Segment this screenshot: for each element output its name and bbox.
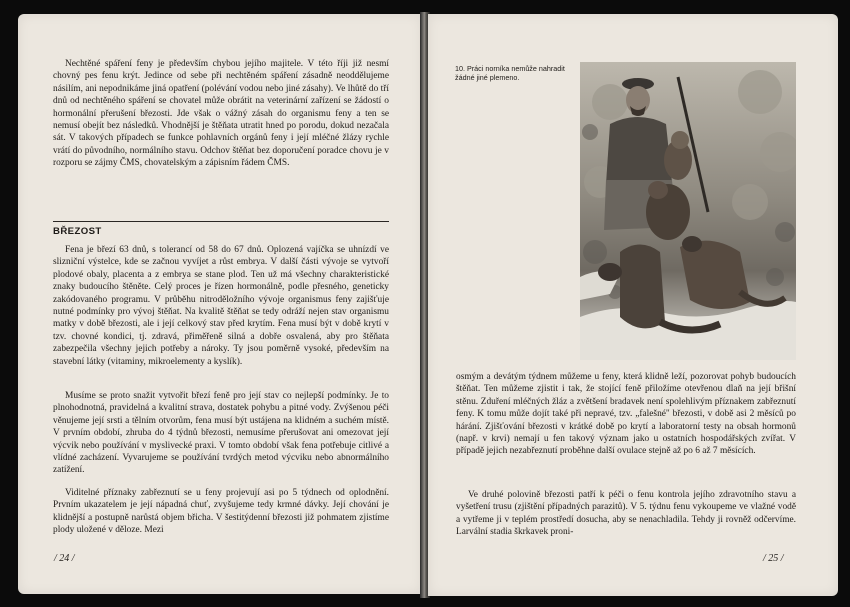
hunting-photo xyxy=(580,62,796,360)
left-paragraph-3: Musíme se proto snažit vytvořit březí feně pro její stav co nejlepší podmínky. Je to plnohodnotná, pravidelná a kvalitní strava, dostatek pohybu a pitné vody. Zvýšenou péči věnujeme její srsti a tělním otvorům, fena musí být ustájena na klidném a suchém místě. V prvním období, zhruba do 4 týdnů březosti, nemusíme přerušovat ani omezovat její výcvik nebo používání v myslivecké praxi. V tomto období však fena potřebuje citlivé a vlídné zacházení. Vyvarujeme se používání tvrdých metod výcviku nebo abnormálního zatížení. xyxy=(53,391,389,476)
left-paragraph-4: Viditelné příznaky zabřeznutí se u feny projevují asi po 5 týdnech od oplodnění. Prvním ukazatelem je její nápadná chuť, zvyšujeme tedy krmné dávky. Její chování je klidnější a postupně narůstá objem břicha. V šestitýdenní březosti již pohmatem zjistíme plody uložené v děloze. Mezi xyxy=(53,488,389,536)
figure-caption: 10. Práci norníka nemůže nahradit žádné jiné plemeno. xyxy=(455,64,565,83)
right-paragraph-1: osmým a devátým týdnem můžeme u feny, která klidně leží, pozorovat pohyb budoucích štěňat. Ten můžeme zjistit i tak, že stojící feně přiložíme otevřenou dlaň na její břišní stěnu. Zduření mléčných žláz a zvětšení bradavek není spolehlivým příznakem zabřeznutí feny. K tomu může dojít také při nepravé, tzv. „falešné" březosti, v době asi 2 měsíců po hárání. Zjišťování březosti v krátké době po krytí a laboratorní testy na obsah hormonů (např. v krvi) nemají u fen takový význam jako u ostatních hospodářských zvířat. V případě jejich nezabřeznutí proběhne další ovulace stejně až po 6 až 7 měsících. xyxy=(456,372,796,457)
section-divider xyxy=(53,221,389,222)
right-page-number: / 25 / xyxy=(763,553,784,564)
right-paragraph-2: Ve druhé polovině březosti patří k péči o fenu kontrola jejího zdravotního stavu a vyšetření trusu (zjištění případných parazitů). V 5. týdnu fenu vykoupeme ve vlažné vodě a vytřeme ji v teplém prostředí dosucha, aby se nenachladila. Tehdy ji rovněž odčervíme. Larvální stadia škrkavek proni- xyxy=(456,490,796,538)
section-heading: BŘEZOST xyxy=(53,226,102,237)
hunter-with-dogs-image xyxy=(580,62,796,360)
left-paragraph-1: Nechtěné spáření feny je především chybou jejího majitele. V této říji již nesmí chovný pes fenu krýt. Jedince od sebe při nechtěném spáření zásadně neoddělujeme násilím, ani nepodnikáme jiná opatření (polévání vodou nebo jiné zásahy). Ve lhůtě do tří dnů od nechtěného spáření se chovatel může obrátit na veterinární zařízení se žádostí o hormonální přerušení březosti. Jde však o vážný zásah do organismu feny a ten se nemusí obejít bez následků. Vhodnější je štěňata utratit hned po porodu, dokud nezačala sát. V takových případech se funkce pohlavních orgánů feny i její mléčné žlázy rychle vrátí do původního, normálního stavu. Odchov štěňat bez doporučení poradce chovu je v rozporu se zájmy ČMS, chovatelským a zápisním řádem ČMS. xyxy=(53,59,389,169)
left-paragraph-2: Fena je březí 63 dnů, s tolerancí od 58 do 67 dnů. Oplozená vajíčka se uhnízdí ve slizniční výstelce, kde se začnou vyvíjet a růst embrya. V další části vývoje se vytvoří plodové obaly, placenta a z embrya se stane plod. Ten už má všechny charakteristické znaky budoucího štěněte. Celý proces je řízen hormonálně, podle přesného, geneticky zakódovaného programu. V průběhu nitroděložního vývoje organismus feny zajišťuje nutné podmínky pro vývoj štěňat. Na kvalitě štěňat se tedy odráží nejen stav organismu matky v době březosti, ale i její celkový stav před krytím. Fena musí být v době krytí v tzv. chovné kondici, tj. zdravá, přiměřeně silná a dobře osvalená, aby pro štěňata zabezpečila všechny jejich potřeby a nároky. Ty jsou poměrně vysoké, především na stavební látky (vitaminy, mikroelementy a kyslík). xyxy=(53,245,389,367)
left-page-number: / 24 / xyxy=(54,553,75,564)
